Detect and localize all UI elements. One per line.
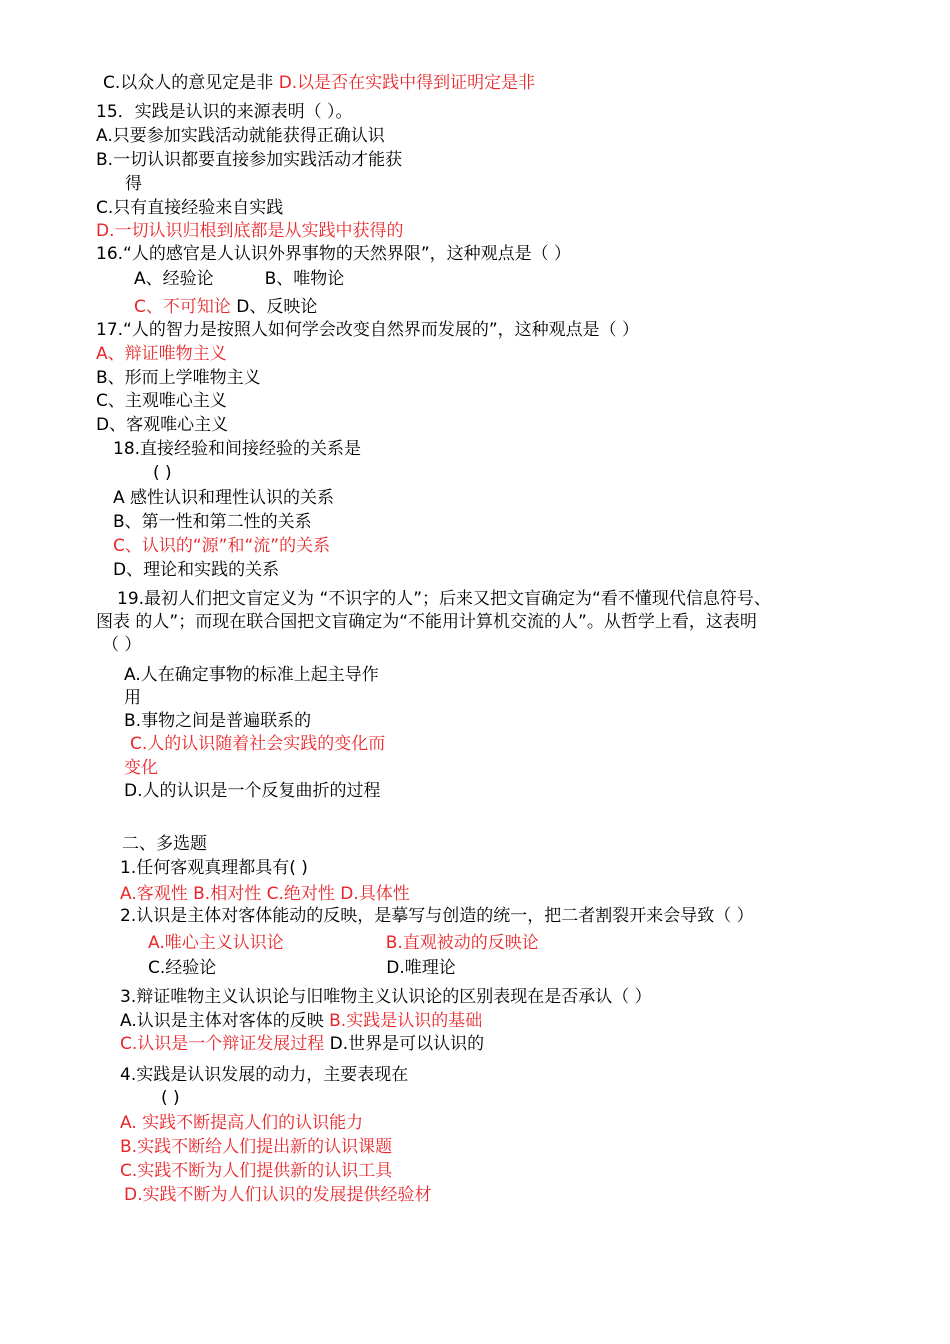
line-11 xyxy=(96,319,639,341)
question-text: C、主观唯心主义 xyxy=(96,391,227,411)
line-16 xyxy=(113,438,361,460)
question-text: A、经验论 B、唯物论 xyxy=(134,269,345,289)
line-31 xyxy=(122,833,207,855)
line-2 xyxy=(96,101,353,123)
question-text: C.只有直接经验来自实践 xyxy=(96,198,284,218)
question-text: （ ） xyxy=(102,635,142,655)
question-text: 1.任何客观真理都具有( ) xyxy=(120,858,308,878)
question-text: D、理论和实践的关系 xyxy=(113,560,280,580)
line-45 xyxy=(124,1184,432,1206)
answer-text: C.人的认识随着社会实践的变化而 xyxy=(130,734,386,754)
line-26 xyxy=(124,687,141,709)
line-23 xyxy=(96,611,757,633)
line-15 xyxy=(96,414,228,436)
line-32 xyxy=(120,857,308,879)
question-text: B、形而上学唯物主义 xyxy=(96,368,261,388)
question-text: A 感性认识和理性认识的关系 xyxy=(113,488,335,508)
answer-text: A.客观性 B.相对性 C.绝对性 D.具体性 xyxy=(120,884,410,904)
question-text: 得 xyxy=(125,174,142,194)
question-text: 16.“人的感官是人认识外界事物的天然界限”，这种观点是（ ） xyxy=(96,244,572,264)
line-42 xyxy=(120,1112,363,1134)
line-27 xyxy=(124,710,311,732)
line-9 xyxy=(134,268,344,290)
line-6 xyxy=(96,197,283,219)
question-text: ( ) xyxy=(161,1088,180,1108)
line-44 xyxy=(120,1160,392,1182)
line-36 xyxy=(148,957,456,979)
answer-text: A.唯心主义认识论 B.直观被动的反映论 xyxy=(148,933,539,953)
line-17 xyxy=(153,462,172,484)
answer-text: B.实践是认识的基础 xyxy=(329,1011,483,1031)
question-text: B.事物之间是普遍联系的 xyxy=(124,711,312,731)
question-text: 2.认识是主体对客体能动的反映，是摹写与创造的统一，把二者割裂开来会导致（ ） xyxy=(120,906,754,926)
question-text: 图表 的人”；而现在联合国把文盲确定为“不能用计算机交流的人”。从哲学上看，这表明 xyxy=(96,612,757,632)
answer-text: C.实践不断为人们提供新的认识工具 xyxy=(120,1161,393,1181)
line-3 xyxy=(96,125,385,147)
line-34 xyxy=(120,905,754,927)
line-25 xyxy=(124,664,379,686)
answer-text: C.认识是一个辩证发展过程 xyxy=(120,1034,325,1054)
question-text: 4.实践是认识发展的动力，主要表现在 xyxy=(120,1065,409,1085)
line-19 xyxy=(113,511,312,533)
line-1 xyxy=(103,72,535,94)
line-39 xyxy=(120,1033,484,1055)
answer-text: A、辩证唯物主义 xyxy=(96,344,227,364)
answer-text: C、不可知论 xyxy=(134,297,231,317)
question-text: D.人的认识是一个反复曲折的过程 xyxy=(124,781,381,801)
question-text: 19.最初人们把文盲定义为 “不识字的人”；后来又把文盲确定为“看不懂现代信息符号、 xyxy=(117,589,771,609)
question-text: B.一切认识都要直接参加实践活动才能获 xyxy=(96,150,403,170)
line-24 xyxy=(102,634,141,656)
answer-text: D.一切认识归根到底都是从实践中获得的 xyxy=(96,221,404,241)
line-35 xyxy=(148,932,539,954)
question-text: D、反映论 xyxy=(230,297,318,317)
line-7 xyxy=(96,220,404,242)
line-4 xyxy=(96,149,402,171)
line-21 xyxy=(113,559,279,581)
question-text: D.世界是可以认识的 xyxy=(324,1034,485,1054)
line-29 xyxy=(124,757,158,779)
question-text: 17.“人的智力是按照人如何学会改变自然界而发展的”，这种观点是（ ） xyxy=(96,320,640,340)
line-33 xyxy=(120,883,410,905)
answer-text: D.以是否在实践中得到证明定是非 xyxy=(278,73,536,93)
question-text: A.人在确定事物的标准上起主导作 xyxy=(124,665,379,685)
line-30 xyxy=(124,780,381,802)
question-text: D、客观唯心主义 xyxy=(96,415,229,435)
question-text: C.经验论 D.唯理论 xyxy=(148,958,456,978)
line-8 xyxy=(96,243,571,265)
line-14 xyxy=(96,390,227,412)
line-40 xyxy=(120,1064,408,1086)
line-22 xyxy=(117,588,771,610)
question-text: C.以众人的意见定是非 xyxy=(103,73,279,93)
question-text: 用 xyxy=(124,688,141,708)
line-28 xyxy=(130,733,385,755)
line-10 xyxy=(134,296,317,318)
answer-text: D.实践不断为人们认识的发展提供经验材 xyxy=(124,1185,432,1205)
line-43 xyxy=(120,1136,392,1158)
question-text: A.认识是主体对客体的反映 xyxy=(120,1011,330,1031)
line-12 xyxy=(96,343,227,365)
answer-text: 变化 xyxy=(124,758,158,778)
answer-text: A. 实践不断提高人们的认识能力 xyxy=(120,1113,364,1133)
question-text: 二、多选题 xyxy=(122,834,207,854)
answer-text: B.实践不断给人们提出新的认识课题 xyxy=(120,1137,393,1157)
question-text: A.只要参加实践活动就能获得正确认识 xyxy=(96,126,385,146)
line-41 xyxy=(161,1087,180,1109)
line-18 xyxy=(113,487,334,509)
question-text: ( ) xyxy=(153,463,172,483)
question-text: 3.辩证唯物主义认识论与旧唯物主义认识论的区别表现在是否承认（ ） xyxy=(120,987,652,1007)
line-37 xyxy=(120,986,652,1008)
line-20 xyxy=(113,535,330,557)
line-13 xyxy=(96,367,261,389)
answer-text: C、认识的“源”和“流”的关系 xyxy=(113,536,331,556)
question-text: 15．实践是认识的来源表明（ ）。 xyxy=(96,102,353,122)
line-5 xyxy=(125,173,142,195)
line-38 xyxy=(120,1010,482,1032)
question-text: 18.直接经验和间接经验的关系是 xyxy=(113,439,362,459)
question-text: B、第一性和第二性的关系 xyxy=(113,512,312,532)
